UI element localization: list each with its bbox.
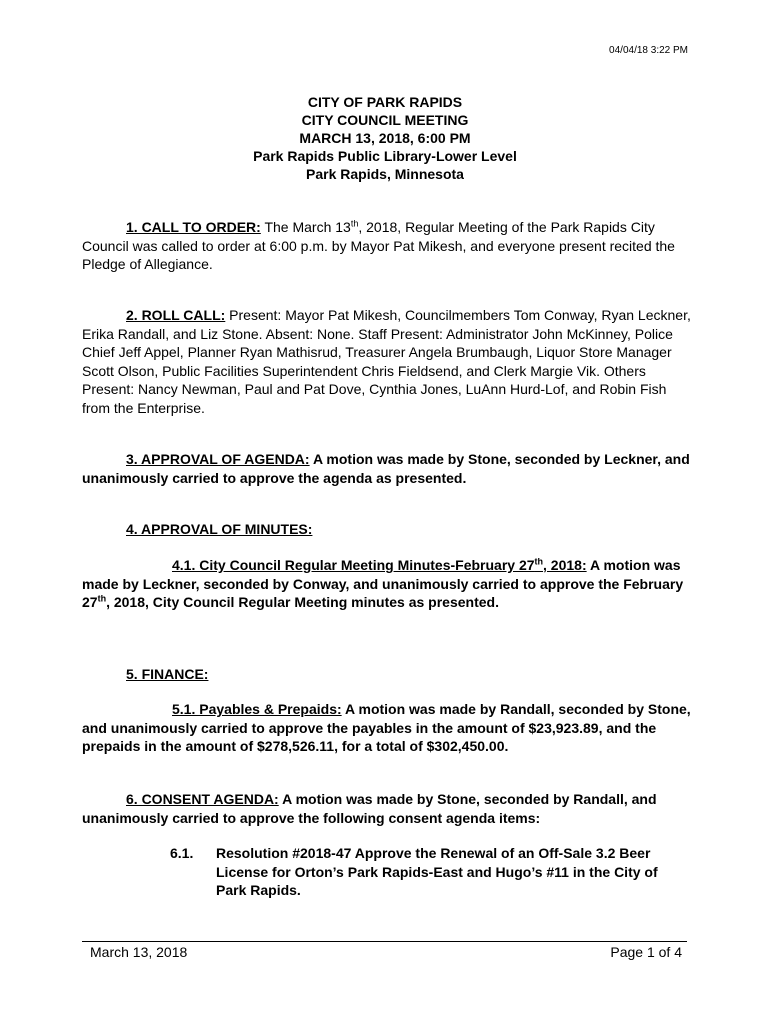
section-heading: 1. CALL TO ORDER: <box>126 219 261 235</box>
section-finance <box>82 665 692 684</box>
item-number: 6.1. <box>170 845 194 861</box>
meeting-header <box>0 93 770 183</box>
subsection-heading: 4.1. City Council Regular Meeting Minutes-February 27th, 2018: <box>172 556 587 573</box>
footer-divider <box>82 941 687 942</box>
footer-page-number: Page 1 of 4 <box>610 944 682 960</box>
section-approval-of-minutes <box>82 520 692 539</box>
section-approval-of-agenda: 3. APPROVAL OF AGENDA: A motion was made by Stone, seconded by Leckner, and unanimously carried to approve the agenda as presented. <box>82 451 690 486</box>
header-location: Park Rapids Public Library-Lower Level <box>253 148 517 164</box>
header-date: MARCH 13, 2018, 6:00 PM <box>299 130 471 146</box>
print-timestamp: 04/04/18 3:22 PM <box>609 45 688 56</box>
section-consent-agenda: 6. CONSENT AGENDA: A motion was made by Stone, seconded by Randall, and unanimously carried to approve the following consent agenda items: <box>82 791 657 826</box>
subsection-minutes-feb-27: 4.1. City Council Regular Meeting Minutes-February 27th, 2018: A motion was made by Leckner, seconded by Conway, and unanimously carried to approve the February 27th, 2018, City Council Regular Meeting minutes as presented. <box>82 556 684 610</box>
consent-item-6-1 <box>170 844 690 900</box>
section-heading: 5. FINANCE: <box>126 666 209 682</box>
section-heading: 3. APPROVAL OF AGENDA: <box>126 451 310 467</box>
section-heading: 6. CONSENT AGENDA: <box>126 791 279 807</box>
header-meeting: CITY COUNCIL MEETING <box>301 112 469 128</box>
section-heading: 4. APPROVAL OF MINUTES: <box>126 521 313 537</box>
header-city-state: Park Rapids, Minnesota <box>306 166 464 182</box>
item-text: Resolution #2018-47 Approve the Renewal of an Off-Sale 3.2 Beer License for Orton’s Park Rapids-East and Hugo’s #11 in the City of Park Rapids. <box>216 845 658 898</box>
subsection-payables-prepaids: 5.1. Payables & Prepaids: A motion was made by Randall, seconded by Stone, and unanimously carried to approve the payables in the amount of $23,923.89, and the prepaids in the amount of $278,526.11, for a total of $302,450.00. <box>82 701 691 754</box>
subsection-heading: 5.1. Payables & Prepaids: <box>172 701 342 717</box>
section-roll-call: 2. ROLL CALL: Present: Mayor Pat Mikesh, Councilmembers Tom Conway, Ryan Leckner, Erika Randall, and Liz Stone. Absent: None. Staff Present: Administrator John McKinney, Police Chief Jeff Appel, Planner Ryan Mathisrud, Treasurer Angela Brumbaugh, Liquor Store Manager Scott Olson, Public Facilities Superintendent Chris Fieldsend, and Clerk Margie Vik. Others Present: Nancy Newman, Paul and Pat Dove, Cynthia Jones, LuAnn Hurd-Lof, and Robin Fish from the Enterprise. <box>82 307 691 416</box>
footer-date: March 13, 2018 <box>90 944 188 960</box>
section-heading: 2. ROLL CALL: <box>126 307 226 323</box>
header-city: CITY OF PARK RAPIDS <box>307 94 463 110</box>
section-call-to-order: 1. CALL TO ORDER: The March 13th, 2018, Regular Meeting of the Park Rapids City Council was called to order at 6:00 p.m. by Mayor Pat Mikesh, and everyone present recited the Pledge of Allegiance. <box>82 218 675 272</box>
